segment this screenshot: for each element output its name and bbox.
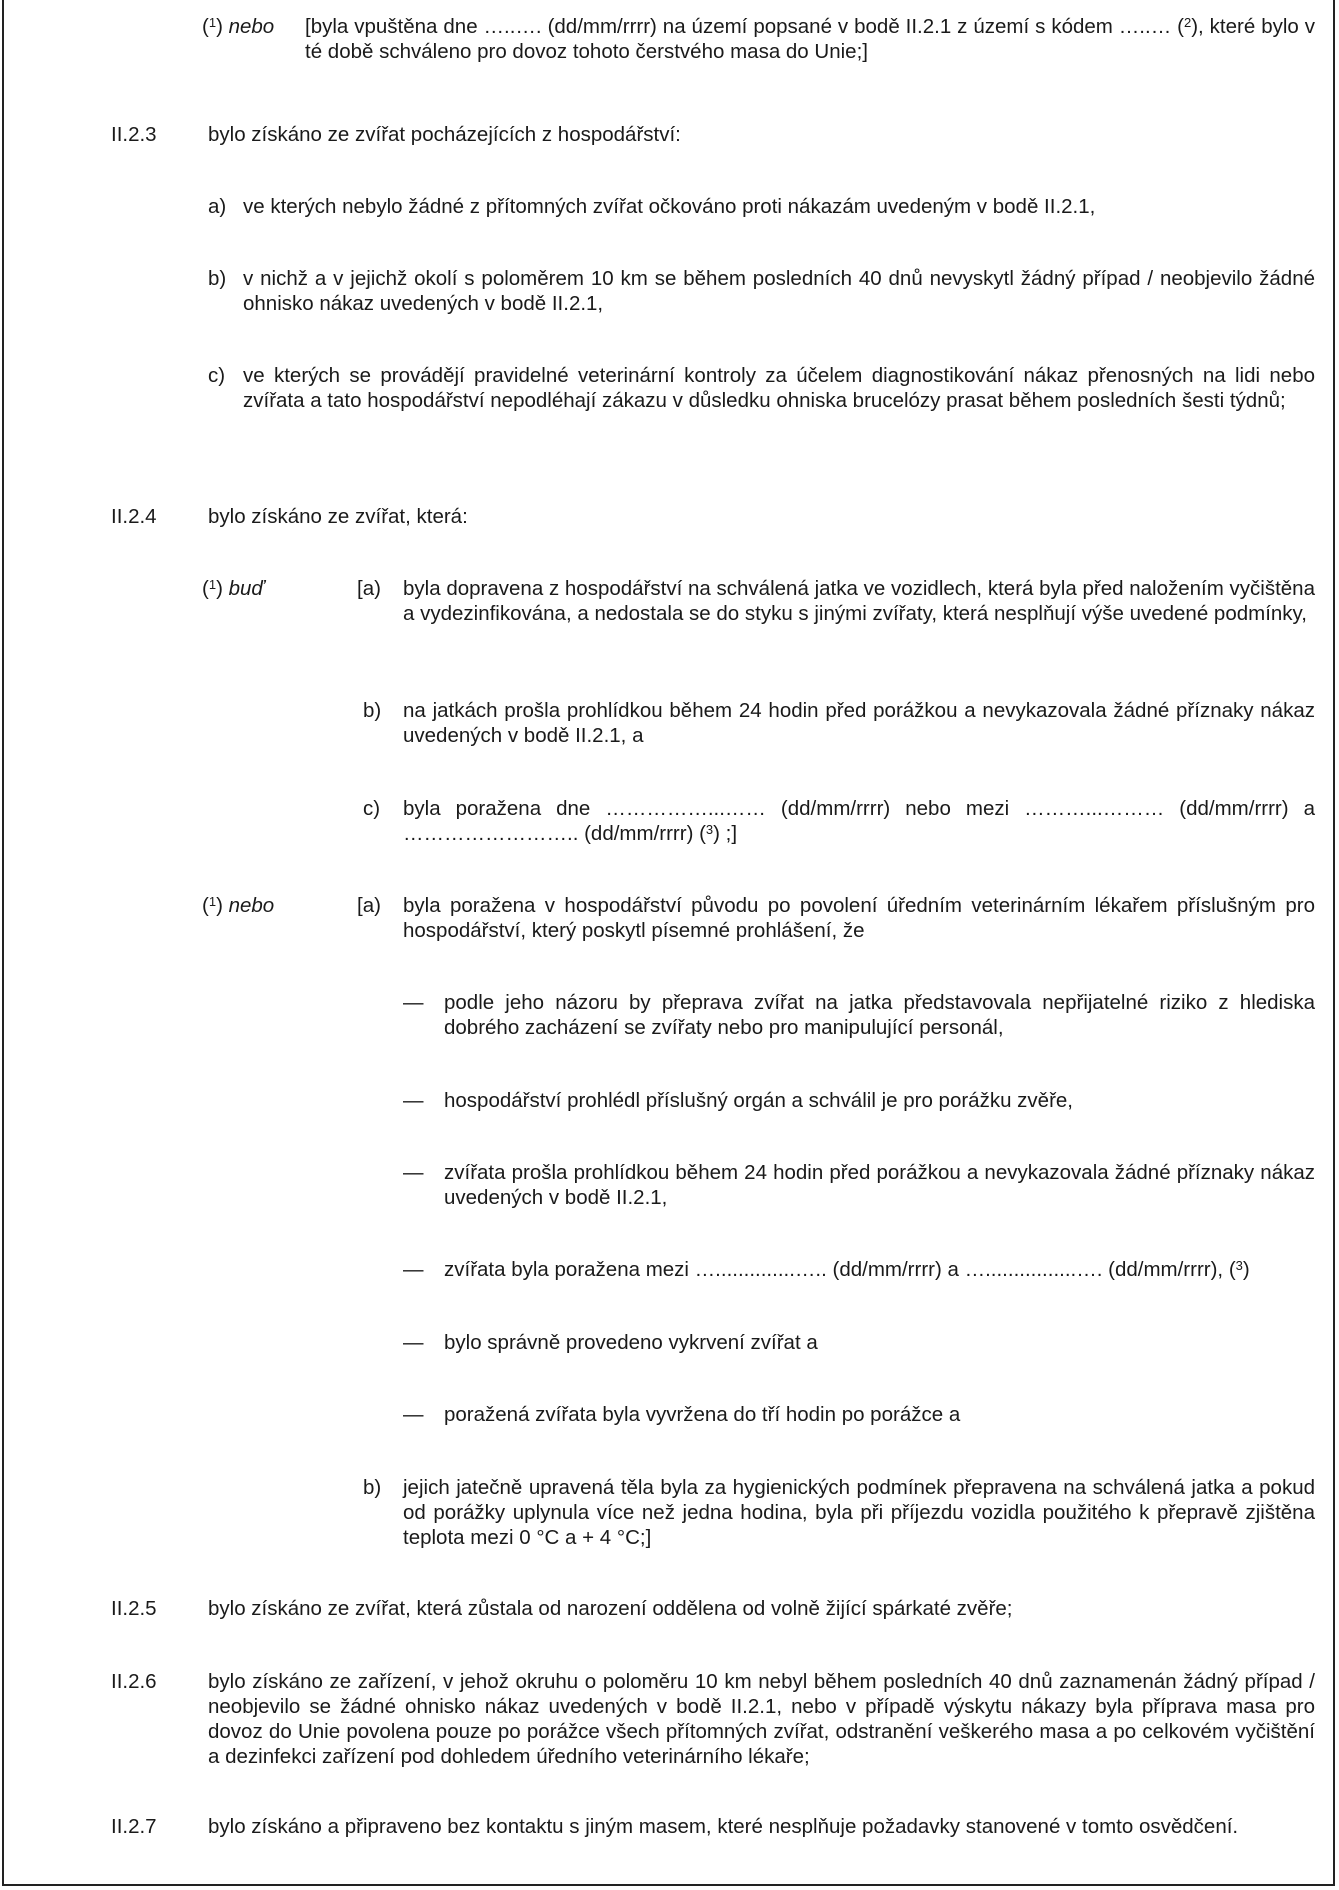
intro-option-text [305,14,1315,64]
dash-marker: — [403,1331,424,1354]
section-number: II.2.5 [111,1597,157,1620]
dash-marker: — [403,1161,424,1184]
item-label: [a) [357,894,381,917]
marker-paren: ) [216,577,229,600]
item-text: jejich jatečně upravená těla byla za hygienických podmínek přepravena na schválená jatka a pokud od porážky uplynula více než jedna hodina, byla při příjezdu vozidla použitého k přepravě zjištěna teplota mezi 0 °C a + 4 °C;] [403,1476,1315,1549]
marker-paren: ( [202,894,209,917]
text-part: ) [1242,1258,1250,1281]
marker-paren: ( [202,577,209,600]
item-text: ve kterých nebylo žádné z přítomných zvířat očkováno proti nákazám uvedeným v bodě II.2.1, [243,195,1096,218]
section-number: II.2.6 [111,1670,157,1693]
dash-item-text [444,1257,1315,1282]
option-marker-nebo [202,893,274,918]
option-marker-nebo [202,14,274,39]
item-label: b) [208,267,227,290]
dash-marker: — [403,1258,424,1281]
text-part: zvířata byla poražena mezi …..............….. (dd/mm/rrrr) a …................…. (dd/mm/rrrr), ( [444,1258,1236,1281]
dash-marker: — [403,1089,424,1112]
item-label: a) [208,195,227,218]
marker-paren: ) [216,894,229,917]
item-label: c) [363,797,381,820]
footnote-ref: 1 [208,894,217,909]
item-text: byla poražena v hospodářství původu po povolení úředním veterinárním lékařem příslušným pro hospodářství, který poskytl písemné prohlášení, že [403,894,1315,942]
item-text: byla dopravena z hospodářství na schválená jatka ve vozidlech, která byla před naložením vyčištěna a vydezinfikována, a nedostala se do styku s jinými zvířaty, která nesplňují výše uvedené podmínky, [403,577,1315,625]
marker-paren: ) [216,15,229,38]
item-text: ve kterých se provádějí pravidelné veterinární kontroly za účelem diagnostikování nákaz přenosných na lidi nebo zvířata a tato hospodářství nepodléhají zákazu v důsledku ohniska brucelózy prasat během posledních šesti týdnů; [243,364,1315,412]
dash-marker: — [403,1403,424,1426]
item-text: v nichž a v jejichž okolí s poloměrem 10 km se během posledních 40 dnů nevyskytl žádný případ / neobjevilo žádné ohnisko nákaz uvedených v bodě II.2.1, [243,267,1315,315]
dash-item-text: podle jeho názoru by přeprava zvířat na jatka představovala nepřijatelné riziko z hlediska dobrého zacházení se zvířaty nebo pro manipulující personál, [444,991,1315,1039]
footnote-ref: 1 [208,577,217,592]
text-part: byla poražena dne ……………...…… (dd/mm/rrrr) nebo mezi ………...……… (dd/mm/rrrr) a …………………….. (dd/mm/rrrr) ( [403,797,1315,845]
option-word: nebo [228,894,275,917]
dash-item-text: zvířata prošla prohlídkou během 24 hodin před porážkou a nevykazovala žádné příznaky nákaz uvedených v bodě II.2.1, [444,1161,1315,1209]
footnote-ref: 3 [705,822,714,837]
text-part: ) ;] [713,822,738,845]
item-label: b) [363,699,382,722]
section-number: II.2.7 [111,1815,157,1838]
dash-item-text: poražená zvířata byla vyvržena do tří hodin po porážce a [444,1403,961,1426]
section-text: bylo získáno ze zařízení, v jehož okruhu o poloměru 10 km nebyl během posledních 40 dnů zaznamenán žádný případ / neobjevilo se žádné ohnisko nákaz uvedených v bodě II.2.1, nebo v případě výskytu nákazy byla příprava masa pro dovoz do Unie povolena pouze po porážce všech přítomných zvířat, odstranění veškerého masa a po celkovém vyčištění a dezinfekci zařízení pod dohledem úředního veterinárního lékaře; [208,1670,1315,1768]
item-label: b) [363,1476,382,1499]
section-number: II.2.3 [111,123,157,146]
option-word: nebo [228,15,275,38]
option-marker-bud [202,576,264,601]
marker-paren: ( [202,15,209,38]
item-label: c) [208,364,226,387]
dash-item-text: hospodářství prohlédl příslušný orgán a schválil je pro porážku zvěře, [444,1089,1073,1112]
dash-item-text: bylo správně provedeno vykrvení zvířat a [444,1331,818,1354]
item-text: na jatkách prošla prohlídkou během 24 hodin před porážkou a nevykazovala žádné příznaky nákaz uvedených v bodě II.2.1, a [403,699,1315,747]
dash-marker: — [403,991,424,1014]
section-heading: bylo získáno ze zvířat pocházejících z hospodářství: [208,123,681,146]
item-text [403,796,1315,846]
section-heading: bylo získáno ze zvířat, která: [208,505,468,528]
section-text: bylo získáno ze zvířat, která zůstala od narození oddělena od volně žijící spárkaté zvěře; [208,1597,1013,1620]
item-label: [a) [357,577,381,600]
option-word: buď [228,577,265,600]
text-part: [byla vpuštěna dne …..…. (dd/mm/rrrr) na území popsané v bodě II.2.1 z území s kódem …..… ( [305,15,1184,38]
section-number: II.2.4 [111,505,157,528]
section-text: bylo získáno a připraveno bez kontaktu s jiným masem, které nesplňuje požadavky stanovené v tomto osvědčení. [208,1815,1239,1838]
footnote-ref: 2 [1183,15,1192,30]
footnote-ref: 3 [1235,1258,1243,1273]
text-part: ), které bylo v té době schváleno pro dovoz tohoto čerstvého masa do Unie;] [305,15,1315,63]
footnote-ref: 1 [208,15,217,30]
